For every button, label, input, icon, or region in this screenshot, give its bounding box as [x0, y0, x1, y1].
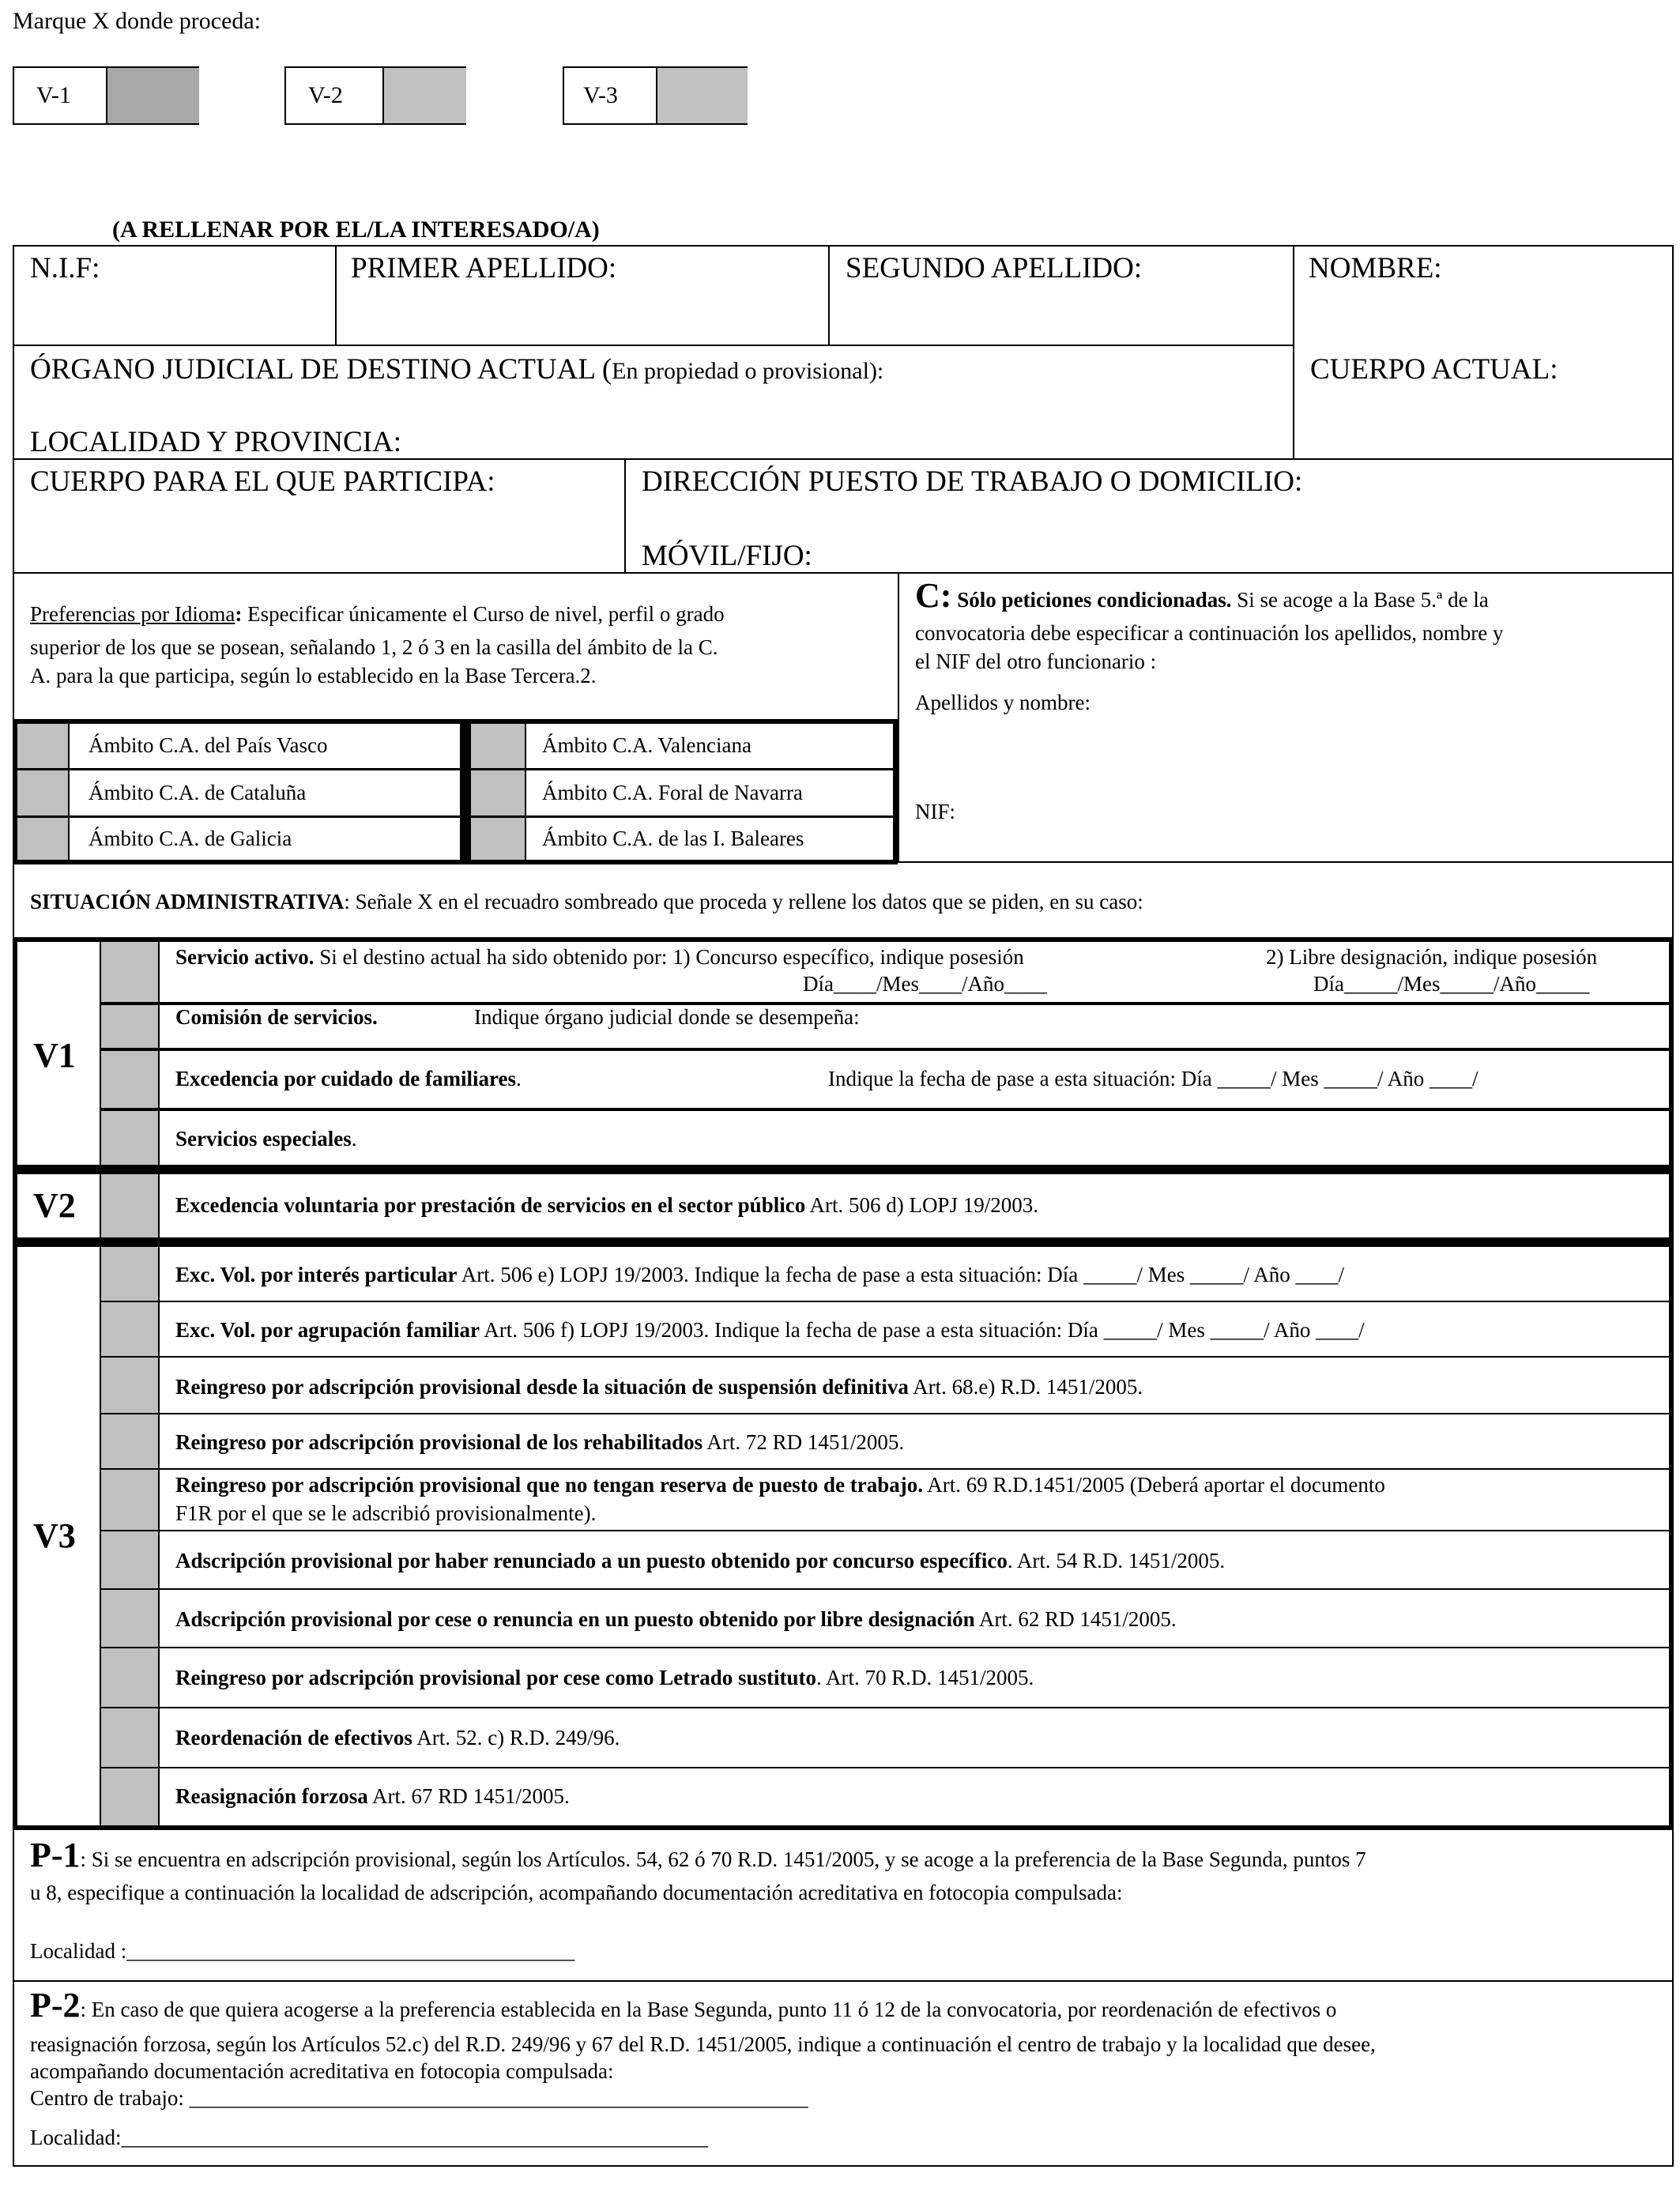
localidad-provincia-field[interactable]: LOCALIDAD Y PROVINCIA: — [30, 426, 402, 458]
v3-checkbox[interactable] — [101, 1358, 158, 1413]
servicios-especiales-bold: Servicios especiales — [175, 1127, 352, 1151]
segundo-apellido-field[interactable]: SEGUNDO APELLIDO: — [846, 252, 1143, 284]
v3-row-desc: Art. 506 e) LOPJ 19/2003. Indique la fecha de pase a esta situación: Día _____/ Mes _____/ Año ____/ — [457, 1263, 1345, 1286]
ambito-label: Ámbito C.A. Valenciana — [542, 733, 751, 757]
idioma-line2: superior de los que se posean, señalando 1, 2 ó 3 en la casilla del ámbito de la C. — [30, 635, 718, 659]
servicio-activo-desc: Si el destino actual ha sido obtenido por: 1) Concurso específico, indique posesión — [314, 945, 1024, 969]
comision-servicios-checkbox[interactable] — [101, 1005, 158, 1048]
servicios-especiales-text — [175, 1127, 356, 1151]
p2-line2: reasignación forzosa, según los Artículos 52.c) del R.D. 249/96 y 67 del R.D. 1451/2005, indique a continuación el centro de trabajo y la localidad que desee, — [30, 2032, 1376, 2056]
v3-row-bold: Reingreso por adscripción provisional desde la situación de suspensión definitiva — [175, 1375, 909, 1399]
option-v2-label: V-2 — [308, 82, 343, 108]
ambito-label: Ámbito C.A. Foral de Navarra — [542, 781, 803, 804]
organo-judicial-field[interactable] — [30, 352, 883, 386]
v3-row-bold: Reasignación forzosa — [175, 1784, 368, 1808]
condicionadas-nif-field[interactable]: NIF: — [915, 800, 956, 823]
situacion-header — [30, 890, 1143, 914]
excedencia-publico-checkbox[interactable] — [101, 1174, 158, 1237]
v2-text — [175, 1193, 1038, 1218]
condicionadas-c: C: — [915, 576, 952, 615]
v3-row-text — [175, 1263, 1344, 1287]
v3-row-bold: Reingreso por adscripción provisional de los rehabilitados — [175, 1430, 703, 1454]
ambito-galicia-checkbox[interactable] — [17, 818, 68, 860]
servicio-date1-field[interactable]: Día____/Mes____/Año____ — [803, 972, 1047, 996]
v3-row-bold: Exc. Vol. por interés particular — [175, 1263, 458, 1286]
v3-row-text — [175, 1784, 570, 1809]
cuerpo-actual-field[interactable]: CUERPO ACTUAL: — [1310, 353, 1558, 386]
ambito-baleares-checkbox[interactable] — [471, 818, 525, 860]
ambito-label: Ámbito C.A. de Galicia — [89, 827, 292, 850]
movil-fijo-field[interactable]: MÓVIL/FIJO: — [642, 540, 812, 572]
p2-text1: : En caso de que quiera acogerse a la preferencia establecida en la Base Segunda, punto 11 ó 12 de la convocatoria, por reordenación de efectivos o — [80, 1998, 1337, 2021]
v3-checkbox[interactable] — [101, 1414, 158, 1468]
p1-text1: : Si se encuentra en adscripción provisional, según los Artículos. 54, 62 ó 70 R.D. 1451/2005, y se acoge a la preferencia de la Base Segunda, puntos 7 — [80, 1847, 1366, 1871]
v3-row-desc: Art. 506 f) LOPJ 19/2003. Indique la fecha de pase a esta situación: Día _____/ Mes _____/ Año ____/ — [480, 1318, 1365, 1342]
ambito-label: Ámbito C.A. de Cataluña — [89, 781, 307, 804]
p1-localidad-field[interactable]: Localidad :__________________________________________ — [30, 1939, 575, 1963]
v3-row-desc: Art. 69 R.D.1451/2005 (Deberá aportar el documento — [923, 1473, 1385, 1497]
p1-line2: u 8, especifique a continuación la localidad de adscripción, acompañando documentación acreditativa en fotocopia compulsada: — [30, 1881, 1123, 1904]
organo-label: ÓRGANO JUDICIAL DE DESTINO ACTUAL ( — [30, 353, 612, 386]
servicios-especiales-dot: . — [351, 1127, 357, 1151]
v3-row-desc: Art. 68.e) R.D. 1451/2005. — [908, 1375, 1143, 1399]
condicionadas-text1: Si se acoge a la Base 5.ª de la — [1231, 588, 1489, 612]
condicionadas-line2: convocatoria debe especificar a continuación los apellidos, nombre y — [915, 621, 1504, 645]
v3-row-bold: Adscripción provisional por haber renunciado a un puesto obtenido por concurso específico — [175, 1549, 1008, 1572]
v3-row-text-cont: F1R por el que se le adscribió provisionalmente). — [175, 1501, 597, 1525]
servicio-date2-field[interactable]: Día_____/Mes_____/Año_____ — [1313, 972, 1590, 996]
v3-row-text — [175, 1549, 1225, 1573]
v3-checkbox[interactable] — [101, 1590, 158, 1647]
instruction-text: Marque X donde proceda: — [13, 8, 262, 34]
nif-field[interactable]: N.I.F: — [30, 252, 100, 284]
p2-line3: acompañando documentación acreditativa en fotocopia compulsada: — [30, 2059, 614, 2083]
option-v1-checkbox[interactable] — [106, 68, 199, 123]
header-note: (A RELLENAR POR EL/LA INTERESADO/A) — [112, 217, 600, 243]
option-v2-checkbox[interactable] — [382, 68, 466, 123]
servicio-activo-bold: Servicio activo. — [175, 945, 315, 969]
ambito-navarra-checkbox[interactable] — [471, 770, 525, 815]
v2-label: V2 — [33, 1186, 76, 1225]
excedencia-cuidado-checkbox[interactable] — [101, 1051, 158, 1108]
v3-row-bold: Reingreso por adscripción provisional que no tengan reserva de puesto de trabajo. — [175, 1473, 924, 1497]
v3-row-bold: Exc. Vol. por agrupación familiar — [175, 1318, 480, 1342]
v3-row-bold: Reordenación de efectivos — [175, 1726, 412, 1749]
excedencia-cuidado-text — [175, 1067, 522, 1091]
ambito-pais-vasco-checkbox[interactable] — [17, 724, 68, 768]
v3-checkbox[interactable] — [101, 1470, 158, 1530]
ambito-cataluna-checkbox[interactable] — [17, 770, 68, 815]
p1-label: P-1 — [30, 1836, 81, 1874]
p2-localidad-field[interactable]: Localidad:_______________________________________________________ — [30, 2126, 708, 2149]
direccion-field[interactable]: DIRECCIÓN PUESTO DE TRABAJO O DOMICILIO: — [642, 465, 1303, 498]
option-v3-label: V-3 — [583, 82, 618, 108]
comision-bold: Comisión de servicios. — [175, 1005, 378, 1029]
v2-desc: Art. 506 d) LOPJ 19/2003. — [805, 1193, 1038, 1217]
comision-desc: Indique órgano judicial donde se desempeña: — [474, 1005, 860, 1029]
option-v3-box[interactable] — [563, 66, 748, 125]
v2-bold: Excedencia voluntaria por prestación de servicios en el sector público — [175, 1193, 806, 1217]
v3-row-text — [175, 1430, 904, 1455]
v3-row-bold: Adscripción provisional por cese o renuncia en un puesto obtenido por libre designación — [175, 1607, 975, 1631]
v3-checkbox[interactable] — [101, 1648, 158, 1707]
v3-row-desc: . Art. 70 R.D. 1451/2005. — [816, 1666, 1034, 1689]
primer-apellido-field[interactable]: PRIMER APELLIDO: — [351, 252, 617, 284]
condicionadas-line1 — [915, 575, 1489, 616]
v3-row-desc: Art. 52. c) R.D. 249/96. — [412, 1726, 620, 1749]
apellidos-nombre-field[interactable]: Apellidos y nombre: — [915, 691, 1090, 714]
servicio-activo-text — [175, 945, 1024, 970]
nombre-field[interactable]: NOMBRE: — [1309, 252, 1442, 284]
condicionadas-bold: Sólo peticiones condicionadas. — [951, 588, 1232, 612]
v3-checkbox[interactable] — [101, 1708, 158, 1767]
ambito-valenciana-checkbox[interactable] — [471, 724, 525, 768]
v3-row-desc: . Art. 54 R.D. 1451/2005. — [1007, 1549, 1226, 1572]
option-v1-label: V-1 — [36, 82, 71, 108]
v3-row-text — [175, 1318, 1365, 1343]
idioma-colon: : — [235, 602, 243, 626]
v3-row-text — [175, 1473, 1385, 1497]
v3-checkbox[interactable] — [101, 1247, 158, 1301]
option-v3-checkbox[interactable] — [656, 68, 748, 123]
situacion-bold: SITUACIÓN ADMINISTRATIVA — [30, 890, 345, 913]
excedencia-cuidado-bold: Excedencia por cuidado de familiares — [175, 1067, 516, 1090]
v3-row-desc: Art. 67 RD 1451/2005. — [367, 1784, 570, 1808]
v3-row-text — [175, 1375, 1143, 1399]
idioma-line1 — [30, 602, 725, 627]
idioma-line3: A. para la que participa, según lo establecido en la Base Tercera.2. — [30, 664, 597, 687]
v3-row-bold: Reingreso por adscripción provisional por cese como Letrado sustituto — [175, 1666, 817, 1689]
p2-centro-field[interactable]: Centro de trabajo: __________________________________________________________ — [30, 2086, 808, 2110]
v3-checkbox[interactable] — [101, 1768, 158, 1825]
option-v1-box[interactable] — [13, 66, 199, 125]
servicio-activo-checkbox[interactable] — [101, 942, 158, 1002]
condicionadas-line3: el NIF del otro funcionario : — [915, 650, 1157, 673]
p2-line1 — [30, 1985, 1336, 2025]
v3-row-text — [175, 1726, 620, 1750]
cuerpo-participa-field[interactable]: CUERPO PARA EL QUE PARTICIPA: — [30, 465, 495, 498]
servicios-especiales-checkbox[interactable] — [101, 1111, 158, 1165]
comision-text — [175, 1005, 378, 1030]
v3-row-desc: Art. 72 RD 1451/2005. — [703, 1430, 905, 1454]
v3-label: V3 — [33, 1516, 76, 1555]
v3-row-desc: Art. 62 RD 1451/2005. — [974, 1607, 1177, 1631]
idioma-text1: Especificar únicamente el Curso de nivel, perfil o grado — [242, 602, 725, 626]
organo-small-label: En propiedad o provisional): — [612, 358, 884, 384]
ambito-label: Ámbito C.A. de las I. Baleares — [542, 827, 804, 850]
v3-row-text — [175, 1666, 1034, 1690]
p2-label: P-2 — [30, 1986, 81, 2024]
excedencia-cuidado-dot: . — [516, 1067, 522, 1090]
option-v2-box[interactable] — [284, 66, 466, 125]
v1-label: V1 — [33, 1036, 76, 1075]
libre-designacion-text: 2) Libre designación, indique posesión — [1266, 945, 1598, 969]
situacion-text: : Señale X en el recuadro sombreado que proceda y rellene los datos que se piden, en su caso: — [344, 890, 1143, 913]
p1-line1 — [30, 1835, 1366, 1875]
v3-checkbox[interactable] — [101, 1531, 158, 1588]
idioma-title: Preferencias por Idioma — [30, 602, 235, 626]
v3-row-text — [175, 1607, 1177, 1632]
v3-checkbox[interactable] — [101, 1302, 158, 1356]
ambito-label: Ámbito C.A. del País Vasco — [89, 733, 328, 757]
excedencia-cuidado-date[interactable]: Indique la fecha de pase a esta situación: Día _____/ Mes _____/ Año ____/ — [828, 1067, 1478, 1090]
